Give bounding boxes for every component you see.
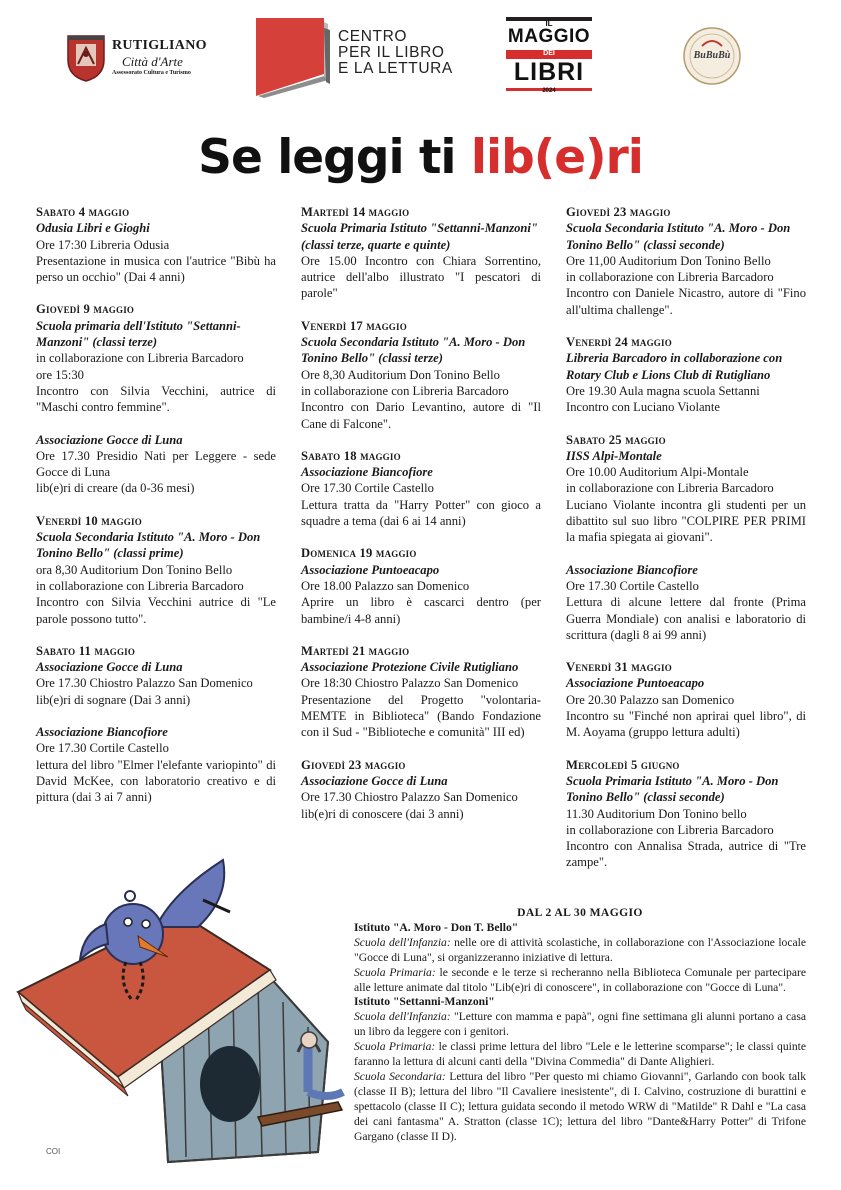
event-organizer: Scuola Primaria Istituto "Settanni-Manzoni" (classi terze, quarte e quinte) xyxy=(301,221,538,252)
school-2-infanzia xyxy=(354,1010,806,1040)
event-organizer: Scuola primaria dell'Istituto "Settanni-Manzoni" (classi terze) xyxy=(36,318,241,350)
event-detail: Ore 18:30 Chiostro Palazzo San Domenico xyxy=(301,676,519,691)
event-entry xyxy=(36,724,276,805)
cepell-line-2: PER IL LIBRO xyxy=(338,44,445,61)
event-entry xyxy=(566,204,806,318)
event-entry xyxy=(301,545,541,626)
event-organizer: Associazione Gocce di Luna xyxy=(301,773,448,788)
event-detail: Incontro con Luciano Violante xyxy=(566,400,720,415)
birdhouse-illustration xyxy=(8,852,358,1182)
event-detail: in collaborazione con Libreria Barcadoro xyxy=(36,578,244,593)
event-organizer: Associazione Puntoeacapo xyxy=(566,676,705,691)
rutigliano-logo xyxy=(64,30,207,82)
school-2-primaria-label: Scuola Primaria: xyxy=(354,1040,436,1054)
event-entry xyxy=(36,432,276,497)
event-entry xyxy=(301,448,541,529)
school-2-secondaria-label: Scuola Secondaria: xyxy=(354,1069,446,1083)
event-detail: Ore 17.30 Chiostro Palazzo San Domenico xyxy=(36,676,253,691)
event-detail: Lettura di alcune lettere dal fronte (Prima Guerra Mondiale) con analisi e laboratorio di scrittura (dagli 8 ai 99 anni) xyxy=(566,595,806,642)
event-organizer: Scuola Secondaria Istituto "A. Moro - Don Tonino Bello" (classi seconde) xyxy=(566,221,791,252)
event-organizer: Associazione Gocce di Luna xyxy=(36,660,183,675)
event-entry xyxy=(566,659,806,740)
event-detail: Ore 20.30 Palazzo san Domenico xyxy=(566,692,735,707)
event-entry xyxy=(301,643,541,741)
event-detail: Incontro su "Finché non aprirai quel libro", di M. Aoyama (gruppo lettura adulti) xyxy=(566,709,806,740)
cepell-logo xyxy=(250,14,480,98)
maggio-year: 2024 xyxy=(542,88,556,94)
event-organizer: Odusia Libri e Gioghi xyxy=(36,221,150,236)
maggio-word: MAGGIO xyxy=(507,26,591,47)
event-detail: in collaborazione con Libreria Barcadoro xyxy=(566,270,774,285)
event-entry xyxy=(36,513,276,627)
event-entry xyxy=(566,562,806,643)
event-detail: Incontro con Daniele Nicastro, autore di "Fino all'ultima challenge". xyxy=(566,286,806,317)
event-detail: in collaborazione con Libreria Barcadoro xyxy=(566,481,774,496)
event-detail: Ore 19.30 Aula magna scuola Settanni xyxy=(566,383,760,398)
maggio-dei: DEI xyxy=(543,50,555,57)
event-date: Sabato 4 maggio xyxy=(36,205,130,219)
event-detail: Presentazione del Progetto "volontaria-MEMTE in Biblioteca" (Bando Fondazione con il Sud - "Biblioteche e comunità" III ed) xyxy=(301,692,541,740)
school-activities xyxy=(354,906,806,1145)
event-detail: Presentazione in musica con l'autrice "Bibù ha perso un occhio" (Dai 4 anni) xyxy=(36,253,276,285)
book-stack-icon xyxy=(250,14,330,98)
event-detail: Ore 17.30 Cortile Castello xyxy=(36,741,169,756)
event-detail: Ore 10.00 Auditorium Alpi-Montale xyxy=(566,465,749,480)
bubu-logo xyxy=(682,26,742,86)
event-entry xyxy=(301,204,541,302)
school-2-primaria xyxy=(354,1040,806,1070)
event-detail: in collaborazione con Libreria Barcadoro xyxy=(301,383,509,398)
event-organizer: Associazione Biancofiore xyxy=(566,562,698,577)
event-organizer: Libreria Barcadoro in collaborazione con Rotary Club e Lions Club di Rutigliano xyxy=(566,351,783,382)
rutigliano-name: RUTIGLIANO xyxy=(112,38,207,53)
event-date: Giovedì 9 maggio xyxy=(36,302,135,317)
events-column-3 xyxy=(566,204,806,887)
event-organizer: Scuola Secondaria Istituto "A. Moro - Don Tonino Bello" (classi terze) xyxy=(301,335,526,366)
event-entry xyxy=(36,643,276,708)
event-organizer: Associazione Protezione Civile Rutigliano xyxy=(301,660,519,675)
event-date: Sabato 11 maggio xyxy=(36,643,136,658)
event-detail: lettura del libro "Elmer l'elefante variopinto" di David McKee, con laboratorio creativo e di pittura (dai 3 ai 7 anni) xyxy=(36,757,276,805)
event-detail: Ore 17.30 Cortile Castello xyxy=(301,481,434,496)
event-organizer: Associazione Biancofiore xyxy=(301,465,433,480)
event-detail: lib(e)ri di creare (da 0-36 mesi) xyxy=(36,481,195,496)
school-1-primaria-text: le seconde e le terze si recheranno nella Biblioteca Comunale per partecipare alle letture animate dal titolo "Lib(e)ri di conoscere", in collaborazione con "Gocce di Luna". xyxy=(354,965,807,994)
page-title xyxy=(0,130,841,185)
bubu-text: BuBuBù xyxy=(693,50,731,61)
event-entry xyxy=(566,432,806,546)
maggio-dei-libri-logo xyxy=(506,17,592,97)
event-date: Sabato 25 maggio xyxy=(566,432,666,447)
maggio-libri: LIBRI xyxy=(513,58,585,86)
event-date: Venerdì 10 maggio xyxy=(36,513,142,528)
event-organizer: Associazione Biancofiore xyxy=(36,725,168,740)
cepell-line-3: E LA LETTURA xyxy=(338,60,453,77)
event-date: Martedì 14 maggio xyxy=(301,205,410,219)
school-1-infanzia xyxy=(354,936,806,966)
event-detail: ore 15:30 xyxy=(36,367,84,382)
rutigliano-shield-icon xyxy=(64,30,108,82)
event-entry xyxy=(301,757,541,822)
school-2-infanzia-label: Scuola dell'Infanzia: xyxy=(354,1010,451,1024)
event-date: Venerdì 24 maggio xyxy=(566,335,672,350)
rutigliano-tagline: Città d'Arte xyxy=(122,54,183,69)
event-detail: Ore 17.30 Chiostro Palazzo San Domenico xyxy=(301,790,518,805)
events-column-2 xyxy=(301,204,541,838)
event-detail: Ore 17:30 Libreria Odusia xyxy=(36,237,170,252)
event-date: Martedì 21 maggio xyxy=(301,643,410,658)
event-date: Mercoledì 5 giugno xyxy=(566,757,680,772)
event-entry xyxy=(566,757,806,871)
school-2-secondaria-text: Lettura del libro "Per questo mi chiamo Giovanni", Garlando con book talk (classe II B); lettura del libro "Il Cavaliere inesistente", di I. Calvino, costruzione di burattini e spettacolo (classe II C); lettura guidata secondo il metodo WRW di "Matilde" R Dahl e "La casa dei cani fantasma" A. Stratton (classe 1C); lettura del libro "Dante&Harry Potter" di Trifone Gargano (classe II D). xyxy=(354,1069,806,1143)
event-entry xyxy=(566,334,806,415)
event-organizer: Scuola Primaria Istituto "A. Moro - Don Tonino Bello" (classi seconde) xyxy=(566,773,779,805)
event-detail: Ore 17.30 Cortile Castello xyxy=(566,578,699,593)
event-detail: Lettura tratta da "Harry Potter" con gioco a squadre a tema (dai 6 ai 14 anni) xyxy=(301,497,541,529)
event-detail: Incontro con Silvia Vecchini autrice di "Le parole possono tutto". xyxy=(36,595,276,626)
school-2-secondaria xyxy=(354,1070,806,1145)
event-date: Sabato 18 maggio xyxy=(301,448,401,463)
cepell-line-1: CENTRO xyxy=(338,28,408,45)
event-date: Venerdì 31 maggio xyxy=(566,660,672,675)
event-detail: 11.30 Auditorium Don Tonino bello xyxy=(566,806,747,821)
title-accent: lib(e)ri xyxy=(470,130,643,185)
maggio-il: IL xyxy=(545,19,553,28)
event-detail: Ore 8,30 Auditorium Don Tonino Bello xyxy=(301,367,500,382)
events-column-1 xyxy=(36,204,276,822)
school-1-primaria xyxy=(354,966,806,996)
event-detail: lib(e)ri di conoscere (dai 3 anni) xyxy=(301,806,464,821)
event-detail: Ore 17.30 Presidio Nati per Leggere - sede Gocce di Luna xyxy=(36,448,276,480)
event-detail: ora 8,30 Auditorium Don Tonino Bello xyxy=(36,562,233,577)
event-detail: Ore 15.00 Incontro con Chiara Sorrentino, autrice dell'albo illustrato "I pescatori di parole" xyxy=(301,253,541,301)
event-detail: Ore 11,00 Auditorium Don Tonino Bello xyxy=(566,253,771,268)
activities-heading: DAL 2 AL 30 MAGGIO xyxy=(517,906,643,919)
event-organizer: Associazione Puntoeacapo xyxy=(301,562,440,577)
school-1-primaria-label: Scuola Primaria: xyxy=(354,965,436,979)
event-organizer: IISS Alpi-Montale xyxy=(566,448,662,463)
title-main: Se leggi ti xyxy=(198,130,471,185)
event-date: Domenica 19 maggio xyxy=(301,546,417,561)
event-organizer: Scuola Secondaria Istituto "A. Moro - Don Tonino Bello" (classi prime) xyxy=(36,530,261,561)
event-date: Giovedì 23 maggio xyxy=(301,757,406,772)
event-detail: Aprire un libro è cascarci dentro (per bambine/i 4-8 anni) xyxy=(301,595,541,626)
event-detail: Incontro con Annalisa Strada, autrice di "Tre zampe". xyxy=(566,839,806,870)
school-2-infanzia-text: "Letture con mamma e papà", ogni fine settimana gli alunni portano a casa un libro da leggere con i genitori. xyxy=(354,1010,806,1039)
school-2-primaria-text: le classi prime lettura del libro "Lele e le letterine scomparse"; le classi quinte faranno la lettura di alcuni canti della "Divina Commedia" di Dante Alighieri. xyxy=(354,1040,807,1069)
school-2-title: Istituto "Settanni-Manzoni" xyxy=(354,995,495,1009)
event-detail: in collaborazione con Libreria Barcadoro xyxy=(566,822,774,837)
event-entry xyxy=(36,301,276,415)
rutigliano-sub: Assessorato Cultura e Turismo xyxy=(112,70,191,76)
school-1-infanzia-label: Scuola dell'Infanzia: xyxy=(354,935,451,949)
event-entry xyxy=(36,204,276,285)
illustrator-signature: COI xyxy=(46,1147,61,1156)
event-detail: Incontro con Silvia Vecchini, autrice di "Maschi contro femmine". xyxy=(36,383,276,415)
event-date: Venerdì 17 maggio xyxy=(301,318,407,333)
school-1-title: Istituto "A. Moro - Don T. Bello" xyxy=(354,920,519,934)
event-detail: Ore 18.00 Palazzo san Domenico xyxy=(301,578,470,593)
event-detail: in collaborazione con Libreria Barcadoro xyxy=(36,351,244,366)
school-1-infanzia-text: nelle ore di attività scolastiche, in collaborazione con l'Associazione locale "Gocce di Luna", si organizzeranno iniziative di lettura. xyxy=(354,935,806,964)
event-detail: Luciano Violante incontra gli studenti per un dibattito sul suo libro "COLPIRE PER PRIMI la mafia spiegata ai giovani". xyxy=(566,497,806,545)
event-entry xyxy=(301,318,541,432)
event-detail: Incontro con Dario Levantino, autore di "Il Cane di Falcone". xyxy=(301,400,541,431)
event-organizer: Associazione Gocce di Luna xyxy=(36,432,183,447)
event-detail: lib(e)ri di sognare (Dai 3 anni) xyxy=(36,692,191,707)
event-date: Giovedì 23 maggio xyxy=(566,205,671,219)
